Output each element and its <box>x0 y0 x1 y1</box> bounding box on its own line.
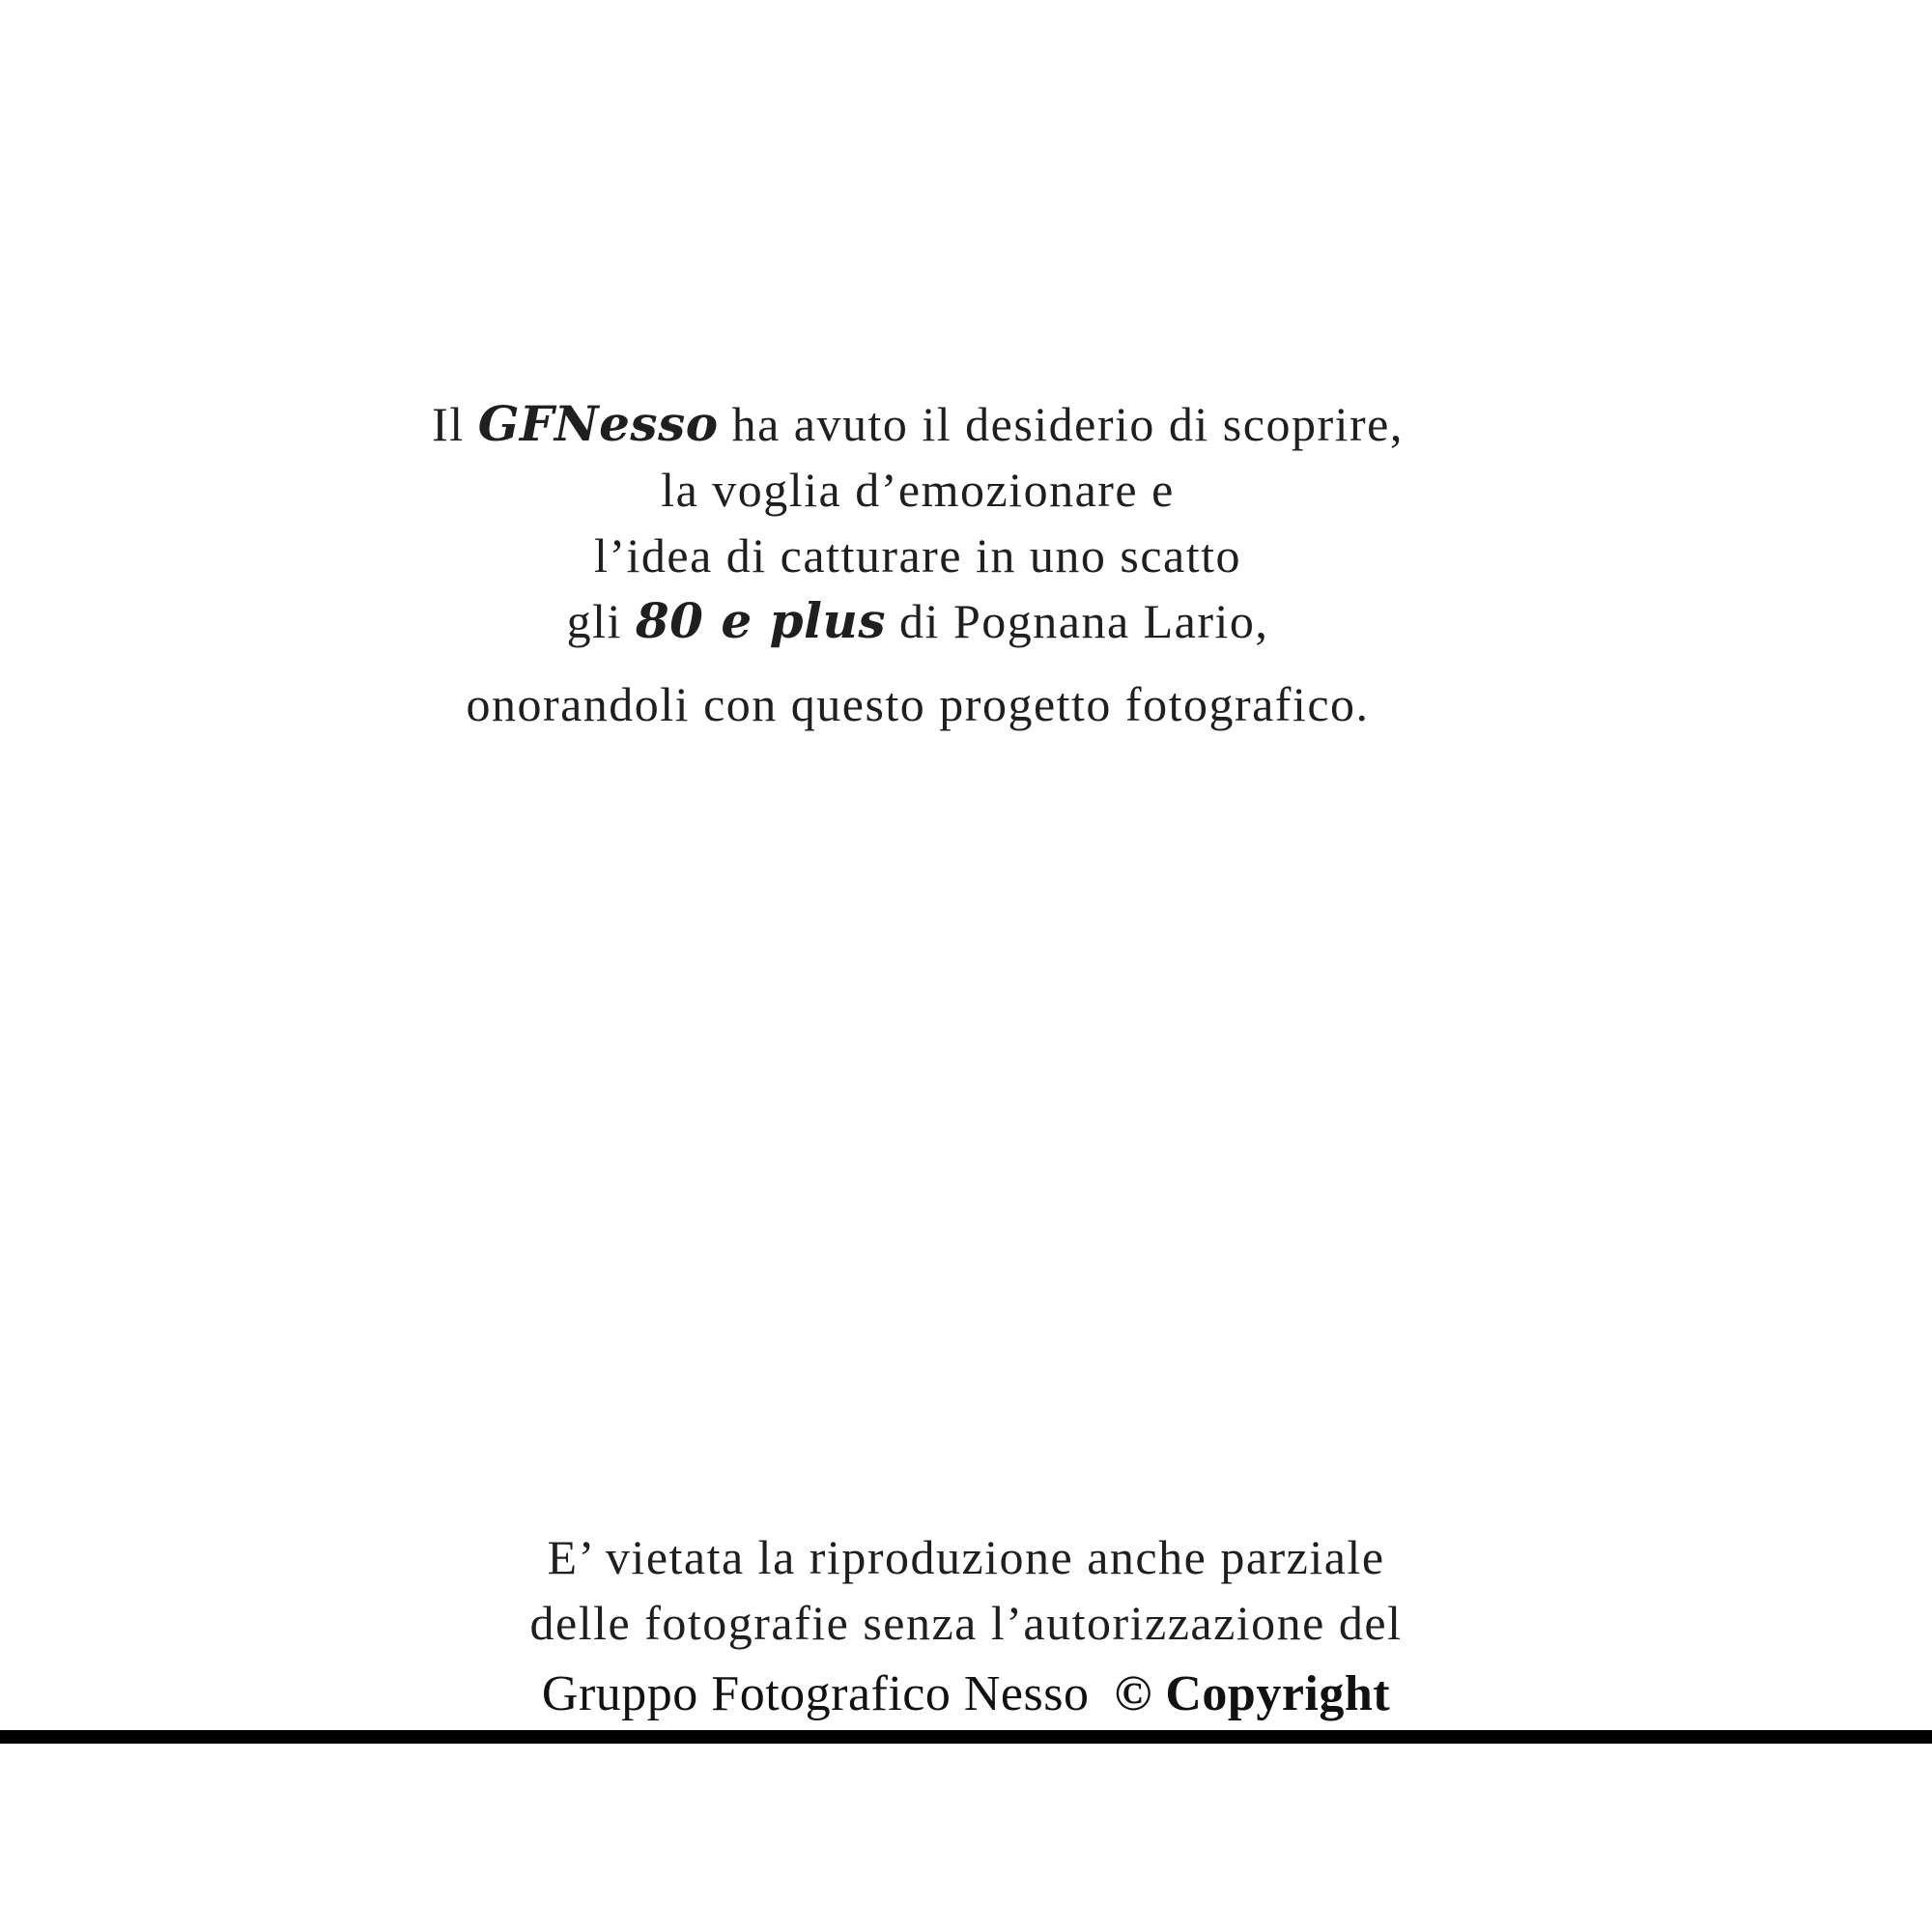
dedication-line-3: l’idea di catturare in uno scatto <box>593 528 1242 582</box>
dedication-line-1-end: ha avuto il desiderio di scoprire, <box>718 397 1404 451</box>
dedication-text <box>0 391 1835 737</box>
copyright-notice <box>0 1524 1932 1729</box>
dedication-line-5: onorandoli con questo progetto fotografico. <box>466 677 1370 731</box>
copyright-line <box>0 1660 1932 1729</box>
copyright-mark: © Copyright <box>1114 1666 1391 1721</box>
dedication-line-4-start: gli <box>566 594 636 648</box>
notice-line-1: E’ vietata la riproduzione anche parziale <box>547 1530 1385 1584</box>
group-name: Gruppo Fotografico Nesso <box>541 1666 1090 1721</box>
eighty-plus-emphasis: 80 e plus <box>635 592 887 649</box>
dedication-line-1 <box>0 391 1835 457</box>
gfnesso-emphasis: GFNesso <box>477 395 719 452</box>
notice-line-2: delle fotografie senza l’autorizzazione del <box>529 1596 1403 1650</box>
dedication-line-2: la voglia d’emozionare e <box>661 463 1175 517</box>
dedication-line-4 <box>0 588 1835 654</box>
bottom-divider <box>0 1730 1932 1744</box>
dedication-line-4-end: di Pognana Lario, <box>886 594 1269 648</box>
dedication-line-1-start: Il <box>432 397 478 451</box>
